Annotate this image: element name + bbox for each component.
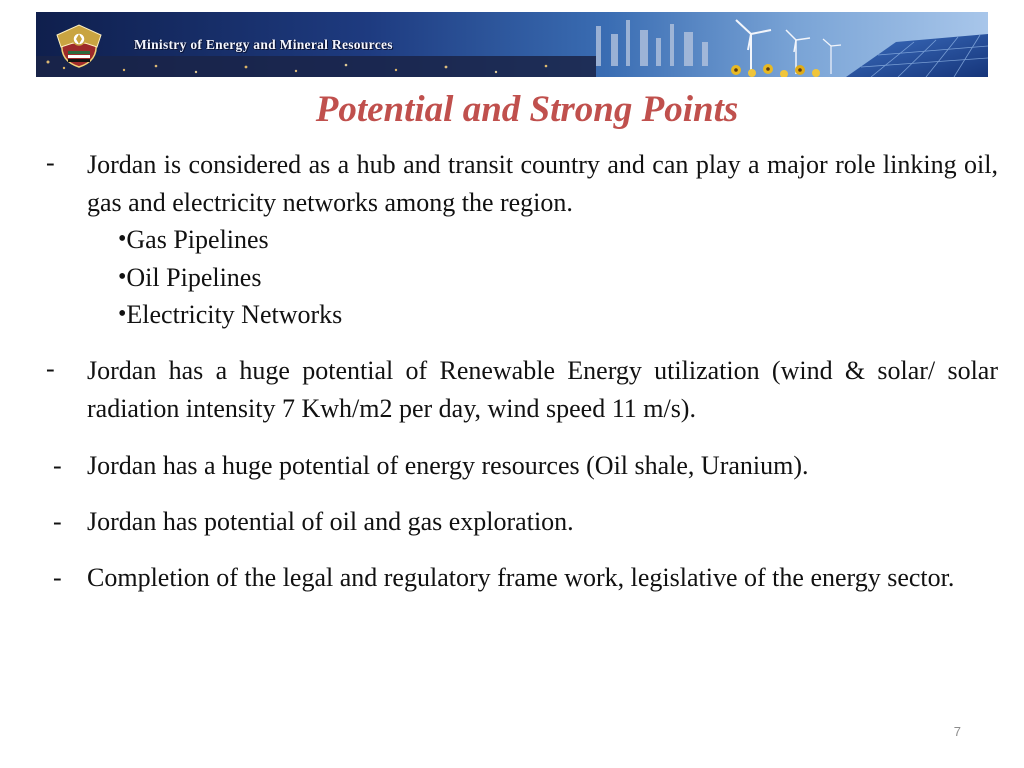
- header-banner: [36, 12, 988, 77]
- list-dash: -: [53, 563, 62, 592]
- sub-list-item-text: Oil Pipelines: [126, 263, 262, 292]
- banner-title: Ministry of Energy and Mineral Resources: [134, 37, 393, 52]
- sub-list-item: [118, 259, 261, 298]
- list-item-text: Jordan has a huge potential of Renewable Energy utilization (wind & solar/ solar radiation intensity 7 Kwh/m2 per day, wind speed 11 m/s).: [87, 356, 998, 423]
- sub-list-item-text: Electricity Networks: [126, 300, 343, 329]
- list-item-text: Completion of the legal and regulatory frame work, legislative of the energy sector.: [87, 563, 955, 592]
- sub-list-item-text: Gas Pipelines: [126, 225, 269, 254]
- bullet-dot: •: [118, 301, 127, 327]
- list-item-text: Jordan has potential of oil and gas exploration.: [87, 507, 574, 536]
- page-number: 7: [953, 724, 961, 739]
- bullet-dot: •: [118, 264, 127, 290]
- sub-list-item: [118, 221, 269, 260]
- list-item-text: Jordan has a huge potential of energy resources (Oil shale, Uranium).: [87, 451, 809, 480]
- list-dash: -: [46, 148, 55, 177]
- slide-title: Potential and Strong Points: [315, 89, 739, 130]
- jordan-coat-of-arms-icon: [54, 21, 104, 71]
- list-item-text: Jordan is considered as a hub and transit country and can play a major role linking oil, gas and electricity networks among the region.: [87, 150, 998, 217]
- sub-list-item: [118, 296, 342, 335]
- list-dash: -: [53, 507, 62, 536]
- bullet-dot: •: [118, 226, 127, 252]
- city-lights: [36, 56, 596, 77]
- list-dash: -: [53, 451, 62, 480]
- list-dash: -: [46, 354, 55, 383]
